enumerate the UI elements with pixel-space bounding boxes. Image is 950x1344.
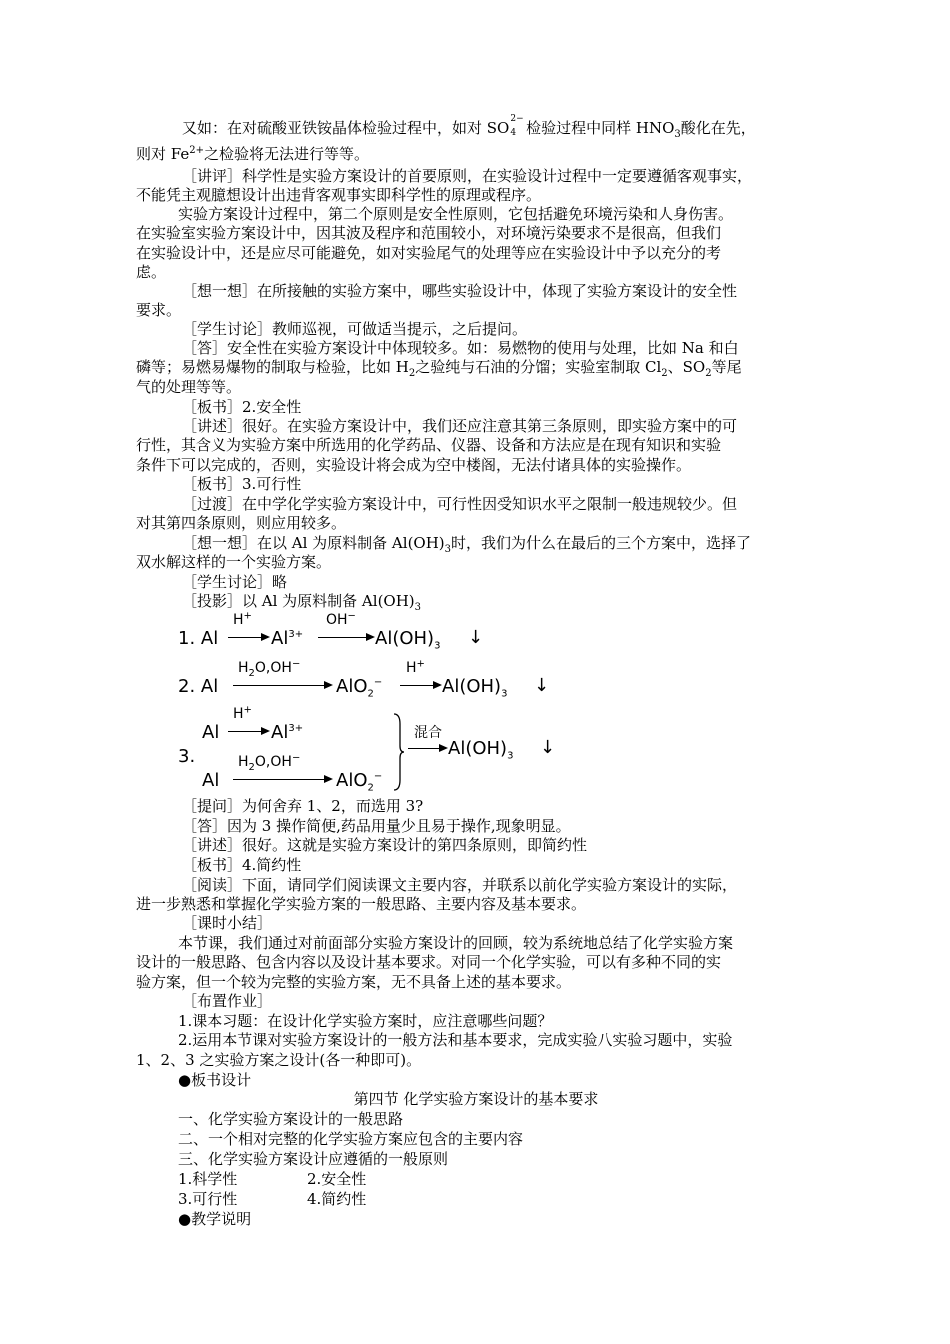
paragraph-line: 在实验设计中，还是应尽可能避免，如对实验尾气的处理等应在实验设计中予以充分的考 <box>136 244 722 262</box>
precipitate-arrow-icon: ↓ <box>540 737 556 758</box>
paragraph-line: 实验方案设计过程中，第二个原则是安全性原则，它包括避免环境污染和人身伤害。 <box>178 205 734 223</box>
section-heading: ●教学说明 <box>178 1210 252 1228</box>
paragraph-line: 在实验室实验方案设计中，因其波及程序和范围较小，对环境污染要求不是很高，但我们 <box>136 224 722 242</box>
paragraph-line: ［投影］以 Al 为原料制备 $Al(OH)_3$ <box>182 592 422 613</box>
paragraph-line: 磷等；易燃易爆物的制取与检验，比如 $H_2$之验纯与石油的分馏；实验室制取 $Cl_2$、$SO_2$等尾 <box>136 358 742 379</box>
paragraph-line: ［课时小结］ <box>182 914 273 932</box>
oh-minus-label: OH− <box>326 610 356 628</box>
h2o-oh-label: $H_2O,OH^-$ <box>238 752 301 773</box>
paragraph-line: ［布置作业］ <box>182 992 273 1010</box>
paragraph-line: 不能凭主观臆想设计出违背客观事实即科学性的原理或程序。 <box>136 186 542 204</box>
h-plus-label: H+ <box>233 704 252 722</box>
h-plus-label: H+ <box>406 658 425 676</box>
paragraph-line: ［板书］2.安全性 <box>182 398 302 416</box>
paragraph-line: ［想一想］在所接触的实验方案中，哪些实验设计中，体现了实验方案设计的安全性 <box>182 282 738 300</box>
al3-ion: $Al^{3+}$ <box>271 628 304 649</box>
route-2-start: 2. Al <box>178 676 219 697</box>
reaction-arrow <box>408 748 446 749</box>
paragraph-line: ［学生讨论］略 <box>182 573 288 591</box>
reaction-arrow <box>400 685 440 686</box>
al-reactant: Al <box>202 722 220 743</box>
mix-label: 混合 <box>414 725 442 741</box>
paragraph-line: 又如：在对硫酸亚铁铵晶体检验过程中，如对 SO 2− 4 检验过程中同样 $HNO_3$酸化在先， <box>182 114 756 140</box>
outline-item: 4.简约性 <box>307 1190 367 1208</box>
h2o-oh-label: $H_2O,OH^-$ <box>238 658 301 679</box>
paragraph-line: 1、2、3 之实验方案之设计(各一种即可)。 <box>136 1051 422 1069</box>
paragraph-line: ［学生讨论］教师巡视，可做适当提示，之后提问。 <box>182 320 528 338</box>
paragraph-line: ［答］安全性在实验方案设计中体现较多。如：易燃物的使用与处理，比如 Na 和白 <box>182 339 739 357</box>
route-1-start: 1. Al <box>178 628 219 649</box>
paragraph-line: 2.运用本节课对实验方案设计的一般方法和基本要求，完成实验八实验习题中，实验 <box>178 1031 733 1049</box>
outline-item: 2.安全性 <box>307 1170 367 1188</box>
paragraph-line: ［阅读］下面，请同学们阅读课文主要内容，并联系以前化学实验方案设计的实际， <box>182 876 738 894</box>
precipitate-arrow-icon: ↓ <box>534 675 550 696</box>
paragraph-line: 行性，其含义为实验方案中所选用的化学药品、仪器、设备和方法应是在现有知识和实验 <box>136 436 722 454</box>
board-title: 第四节 化学实验方案设计的基本要求 <box>353 1090 599 1108</box>
al3-ion: $Al^{3+}$ <box>271 722 304 743</box>
al-reactant: Al <box>202 770 220 791</box>
paragraph-line: 进一步熟悉和掌握化学实验方案的一般思路、主要内容及基本要求。 <box>136 895 587 913</box>
aloh3-product: $Al(OH)_3$ <box>375 628 441 652</box>
reaction-arrow <box>228 731 268 732</box>
route-3-label: 3. <box>178 746 196 767</box>
paragraph-line: 设计的一般思路、包含内容以及设计基本要求。对同一个化学实验，可以有多种不同的实 <box>136 953 722 971</box>
brace-icon <box>392 712 406 792</box>
paragraph-line: ［答］因为 3 操作简便,药品用量少且易于操作,现象明显。 <box>182 817 571 835</box>
outline-item: 三、化学实验方案设计应遵循的一般原则 <box>178 1150 449 1168</box>
section-heading: ●板书设计 <box>178 1071 252 1089</box>
paragraph-line: ［提问］为何舍弃 1、2，而选用 3? <box>182 797 424 815</box>
paragraph-line: 要求。 <box>136 301 182 319</box>
alo2-ion: AlO$_2$− <box>336 770 383 794</box>
aloh3-product: $Al(OH)_3$ <box>442 676 508 700</box>
paragraph-line: 气的处理等等。 <box>136 378 242 396</box>
paragraph-line: ［讲述］很好。这就是实验方案设计的第四条原则，即简约性 <box>182 836 588 854</box>
reaction-arrow <box>228 637 268 638</box>
paragraph-line: ［过渡］在中学化学实验方案设计中，可行性因受知识水平之限制一般违规较少。但 <box>182 495 738 513</box>
outline-item: 3.可行性 <box>178 1190 238 1208</box>
reaction-arrow <box>233 685 331 686</box>
outline-item: 一、化学实验方案设计的一般思路 <box>178 1110 404 1128</box>
precipitate-arrow-icon: ↓ <box>468 627 484 648</box>
paragraph-line: ［板书］3.可行性 <box>182 475 302 493</box>
paragraph-line: ［讲述］很好。在实验方案设计中，我们还应注意其第三条原则，即实验方案中的可 <box>182 417 738 435</box>
alo2-ion: AlO$_2$− <box>336 676 383 700</box>
outline-item: 二、一个相对完整的化学实验方案应包含的主要内容 <box>178 1130 524 1148</box>
paragraph-line: 本节课，我们通过对前面部分实验方案设计的回顾，较为系统地总结了化学实验方案 <box>178 934 734 952</box>
reaction-arrow <box>233 779 331 780</box>
paragraph-line: ［想一想］在以 Al 为原料制备 $Al(OH)_3$时，我们为什么在最后的三个方案中，选择了 <box>182 534 752 555</box>
paragraph-line: 虑。 <box>136 263 167 281</box>
reaction-arrow <box>318 637 373 638</box>
outline-item: 1.科学性 <box>178 1170 238 1188</box>
paragraph-line: 验方案，但一个较为完整的实验方案，无不具备上述的基本要求。 <box>136 973 572 991</box>
paragraph-line: 则对 $Fe^{2+}$之检验将无法进行等等。 <box>136 145 369 163</box>
paragraph-line: 双水解这样的一个实验方案。 <box>136 553 332 571</box>
paragraph-line: ［板书］4.简约性 <box>182 856 302 874</box>
paragraph-line: ［讲评］科学性是实验方案设计的首要原则，在实验设计过程中一定要遵循客观事实， <box>182 167 753 185</box>
paragraph-line: 1.课本习题：在设计化学实验方案时，应注意哪些问题？ <box>178 1012 553 1030</box>
paragraph-line: 对其第四条原则，则应用较多。 <box>136 514 347 532</box>
h-plus-label: H+ <box>233 610 252 628</box>
aloh3-product: $Al(OH)_3$ <box>448 738 514 762</box>
paragraph-line: 条件下可以完成的，否则，实验设计将会成为空中楼阁，无法付诸具体的实验操作。 <box>136 456 692 474</box>
